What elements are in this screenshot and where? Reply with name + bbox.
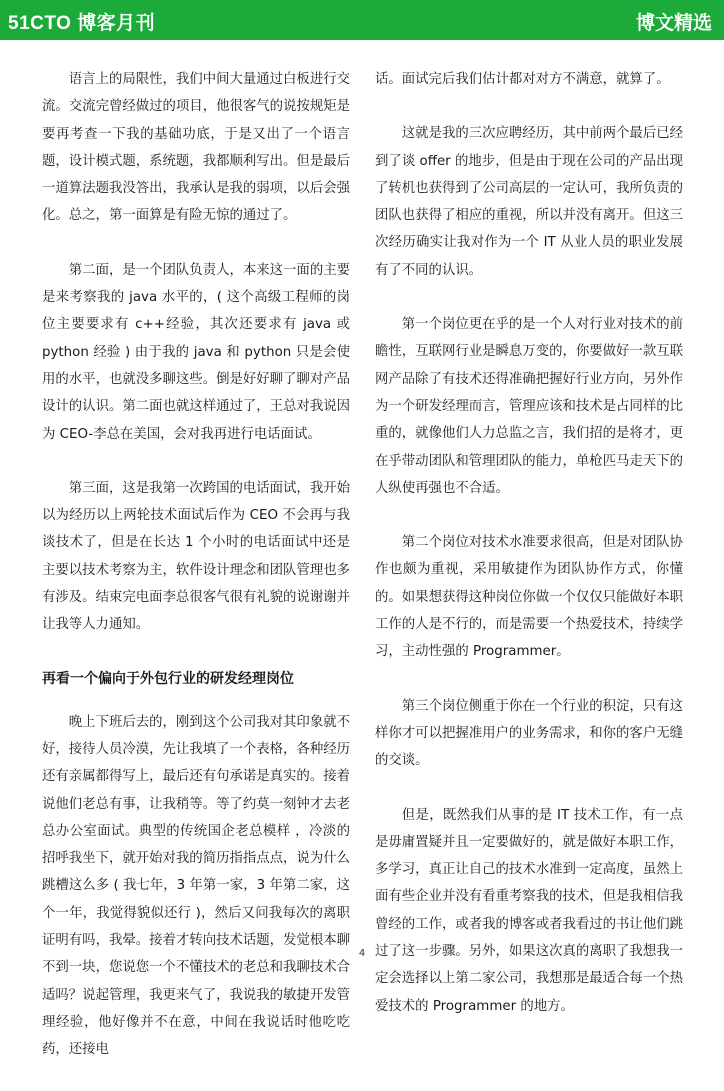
paragraph: 但是，既然我们从事的是 IT 技术工作，有一点是毋庸置疑并且一定要做好的，就是做好本职工作，多学习，真正让自己的技术水准到一定高度，虽然上面有些企业并没有看重考察我的技术，但是我相信我曾经的工作，或者我的博客或者我看过的书让他们跳过了这一步骤。另外，如果这次真的离职了我想我一定会选择以上第二家公司，我想那是最适合每一个热爱技术的 Programmer 的地方。 [375,807,683,1014]
left-column [42,66,350,1091]
right-column [375,66,683,1047]
paragraph: 话。面试完后我们估计都对对方不满意，就算了。 [375,72,670,87]
paragraph: 晚上下班后去的，刚到这个公司我对其印象就不好，接待人员冷漠，先让我填了一个表格，各种经历还有亲属都得写上，最后还有句承诺是真实的。接着说他们老总有事，让我稍等。等了约莫一刻钟才去老总办公室面试。典型的传统国企老总模样 ，冷淡的招呼我坐下，就开始对我的简历指指点点，说为什么跳槽这么多 ( 我七年，3 年第一家，3 年第二家，这个一年，我觉得貌似还行 )，然后又问我每次的离职证明有吗，我晕。接着才转向技术话题，发觉根本聊不到一块，您说您一个不懂技术的老总和我聊技术合适吗？说起管理，我更来气了，我说我的敏捷开发管理经验，他好像并不在意，中间在我说话时他吃吃药，还接电 [42,714,350,1058]
paragraph: 第三面，这是我第一次跨国的电话面试，我开始以为经历以上两轮技术面试后作为 CEO 不会再与我谈技术了，但是在长达 1 个小时的电话面试中还是主要以技术考察为主，软件设计理念和团队管理也多有涉及。结束完电面李总很客气很有礼貌的说谢谢并让我等人力通知。 [42,480,350,633]
paragraph: 这就是我的三次应聘经历，其中前两个最后已经到了谈 offer 的地步，但是由于现在公司的产品出现了转机也获得到了公司高层的一定认可，我所负责的团队也获得了相应的重视，所以并没有离开。但这三次经历确实让我对作为一个 IT 从业人员的职业发展有了不同的认识。 [375,126,683,278]
paragraph: 第二个岗位对技术水准要求很高，但是对团队协作也颇为重视，采用敏捷作为团队协作方式，你懂的。如果想获得这种岗位你做一个仅仅只能做好本职工作的人是不行的，而是需要一个热爱技术，持续学习，主动性强的 Programmer。 [375,535,683,660]
paragraph: 第一个岗位更在乎的是一个人对行业对技术的前瞻性，互联网行业是瞬息万变的，你要做好一款互联网产品除了有技术还得准确把握好行业方向，另外作为一个研发经理而言，管理应该和技术是占同样的比重的，就像他们人力总监之言，我们招的是将才，更在乎带动团队和管理团队的能力，单枪匹马走天下的人纵使再强也不合适。 [375,317,683,496]
header-bar [0,0,724,40]
paragraph: 第二面，是一个团队负责人，本来这一面的主要是来考察我的 java 水平的，( 这个高级工程师的岗位主要要求有 c++经验，其次还要求有 java 或 python 经验 ) 由于我的 java 和 python 只是会使用的水平，也就没多聊这些。倒是好好聊了聊对产品设计的认识。第二面也就这样通过了，王总对我说因为 CEO-李总在美国，会对我再进行电话面试。 [42,262,350,442]
paragraph: 语言上的局限性，我们中间大量通过白板进行交流。交流完曾经做过的项目，他很客气的说按规矩是要再考查一下我的基础功底，于是又出了一个语言题，设计模式题，系统题，我都顺利写出。但是最后一道算法题我没答出，我承认是我的弱项，以后会强化。总之，第一面算是有险无惊的通过了。 [42,72,350,224]
paragraph: 第三个岗位侧重于你在一个行业的积淀，只有这样你才可以把握准用户的业务需求，和你的客户无缝的交谈。 [375,698,683,769]
magazine-title: 51CTO 博客月刊 [8,13,156,34]
section-heading: 再看一个偏向于外包行业的研发经理岗位 [42,670,294,687]
page-number: 4 [358,948,366,959]
section-title: 博文精选 [635,12,712,34]
